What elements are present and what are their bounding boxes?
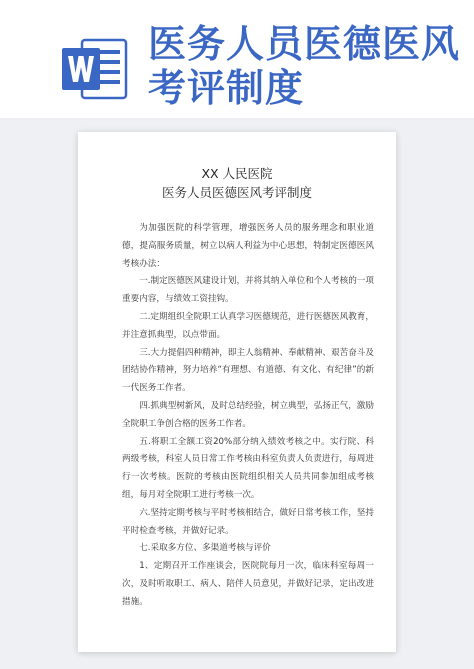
word-icon <box>60 36 130 102</box>
document-body <box>122 220 374 612</box>
document-heading-line2: 考评制度 <box>148 66 305 110</box>
paragraph-item-2: 二.定期组织全院职工认真学习医德规范，进行医德医风教育，并注意抓典型，以点带面。 <box>122 311 374 340</box>
paragraph-item-7-1: 1、定期召开工作座谈会，医院院每月一次，临床科室每周一次，及时听取职工、病人、陪伴人员意见，并做好记录，定出改进措施。 <box>122 561 374 607</box>
header <box>0 0 474 118</box>
paragraph-item-3: 三.大力提倡四种精神，即主人翁精神、奉献精神、艰苦奋斗及团结协作精神，努力培养“有理想、有道德、有文化、有纪律”的新一代医务工作者。 <box>122 347 374 394</box>
paragraph-item-1: 一.制定医德医风建设计划，并将其纳入单位和个人考核的一项重要内容，与绩效工资挂钩。 <box>122 276 374 305</box>
paragraph-intro: 为加强医院的科学管理，增强医务人员的服务理念和职业道德，提高服务质量，树立以病人利益为中心思想，特制定医德医风考核办法： <box>122 223 374 269</box>
document-heading <box>148 22 468 110</box>
paragraph-item-4: 四.抓典型树新风，及时总结经验，树立典型，弘扬正气，激励全院职工争创合格的医务工作者。 <box>122 400 374 429</box>
paragraph-item-7: 七.采取多方位、多渠道考核与评价 <box>139 543 271 554</box>
document-heading-line1: 医务人员医德医风 <box>148 22 461 66</box>
paragraph-item-5: 五.将职工全额工资20%部分纳入绩效考核之中。实行院、科两级考核，科室人员日常工作考核由科室负责人负责进行，每周进行一次考核。医院的考核由医院组织相关人员共同参加组成考核组，每月对全院职工进行考核一次。 <box>122 436 374 500</box>
document-page <box>78 132 396 652</box>
paragraph-item-6: 六.坚持定期考核与平时考核相结合，做好日常考核工作，坚持平时检查考核，并做好记录。 <box>122 507 374 536</box>
hospital-name: XX 人民医院 <box>201 166 273 181</box>
page-title: 医务人员医德医风考评制度 <box>161 185 312 200</box>
